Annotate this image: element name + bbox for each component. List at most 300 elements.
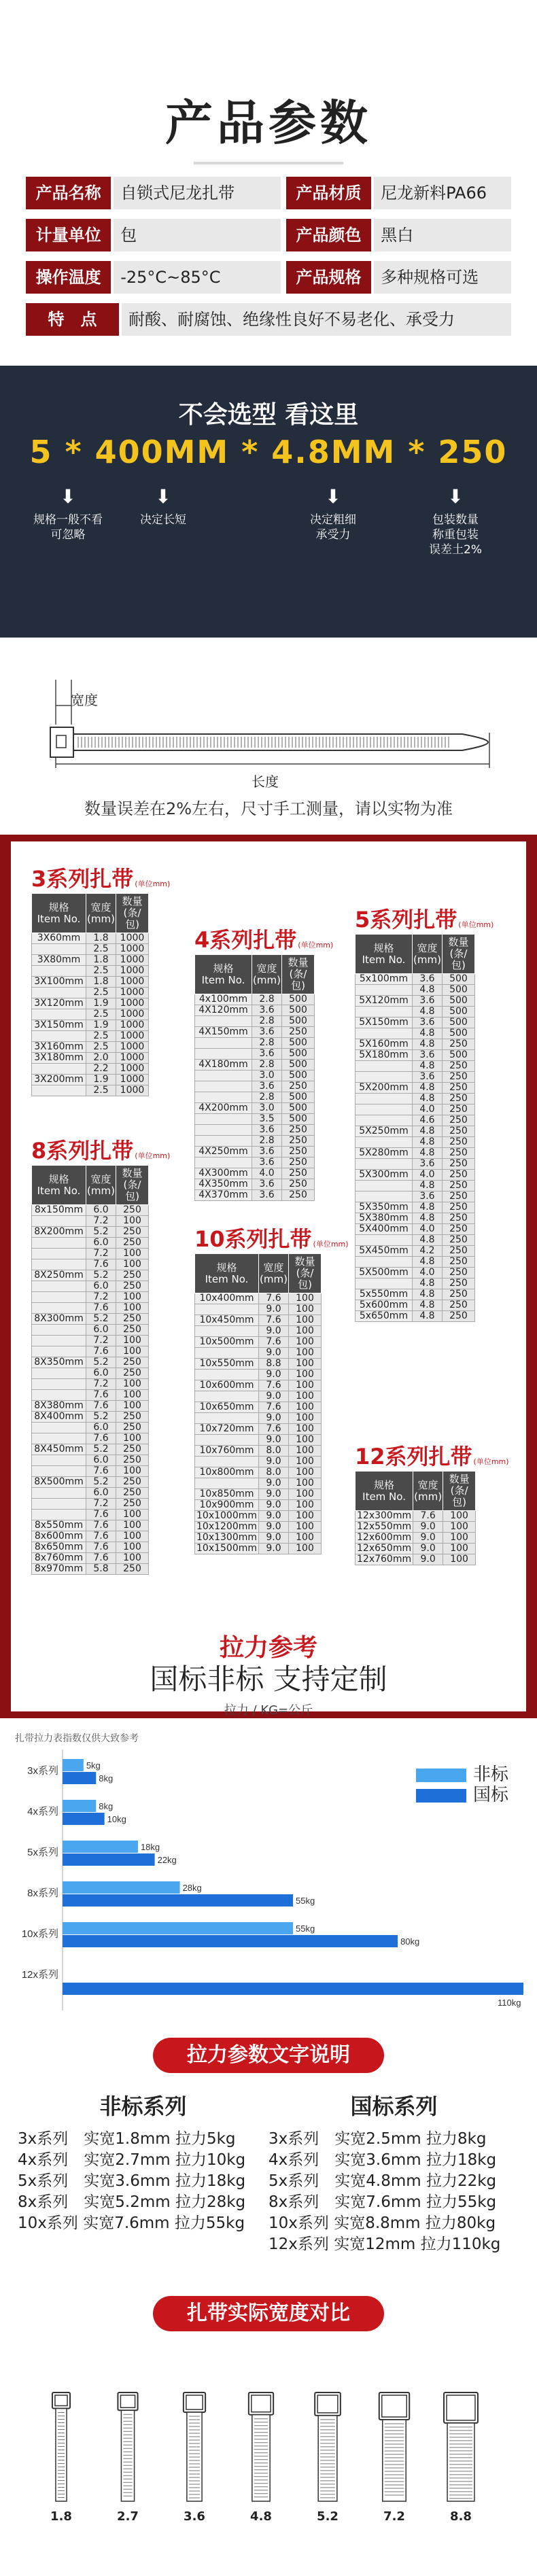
table-row [356,974,475,985]
table-cell: 100 [289,1293,322,1304]
table-cell: 100 [443,1544,476,1554]
table-row [32,1401,149,1412]
table-cell: 3.6 [252,1179,282,1190]
param-label: 产品材质 [286,177,371,209]
table-cell: 1000 [116,1031,149,1042]
table-cell [32,1259,86,1270]
table-cell: 5.2 [86,1444,116,1455]
table-cell: 250 [442,1148,474,1159]
width-item [364,2379,425,2524]
table-cell: 9.0 [259,1413,289,1424]
table-cell [32,1336,86,1346]
force-spec-item: 10x系列 实宽8.8mm 拉力80kg [268,2214,496,2232]
category-label: 3x系列 [27,1765,58,1777]
spec-table-header [356,935,475,974]
table-row [32,1009,149,1020]
table-cell: 100 [116,1303,149,1314]
table-row [356,1181,475,1191]
table-cell: 9.0 [259,1326,289,1337]
table-cell: 250 [282,1190,315,1201]
table-cell: 250 [116,1270,149,1281]
table-cell: 7.6 [86,1531,116,1542]
spec-table-title [31,862,170,893]
table-cell: 4.8 [413,1300,443,1311]
table-row [195,1500,322,1511]
category-label: 5x系列 [27,1847,58,1858]
spec-table-unit: (单位mm) [473,1457,509,1466]
table-cell [32,1499,86,1510]
spec-table [31,1134,170,1575]
table-row [32,1314,149,1325]
table-cell [356,1257,413,1268]
table-cell: 7.6 [259,1315,289,1326]
table-row [195,1413,322,1424]
cable-tie-icon [164,2379,225,2508]
table-cell: 250 [442,1170,474,1181]
table-cell: 4.8 [413,1028,443,1039]
table-cell: 10x500mm [195,1337,259,1348]
table-row [195,1402,322,1413]
table-cell: 4X120mm [195,1005,252,1016]
table-row [195,1370,322,1380]
table-cell [356,1235,413,1246]
table-row [356,1104,475,1115]
table-cell: 8x760mm [32,1553,86,1564]
table-cell: 2.5 [86,1031,116,1042]
width-value: 1.8 [50,2509,72,2524]
table-row [195,1348,322,1359]
table-cell: 100 [289,1533,322,1544]
table-cell [195,1125,252,1136]
cable-tie-icon [430,2379,491,2508]
table-row [32,1368,149,1379]
table-cell: 100 [289,1435,322,1446]
table-cell: 250 [442,1257,474,1268]
table-cell: 100 [443,1511,476,1522]
table-cell: 2.8 [252,1136,282,1147]
table-cell: 250 [116,1205,149,1216]
table-cell: 4X300mm [195,1168,252,1179]
table-cell: 3.6 [252,1081,282,1092]
table-cell: 100 [116,1531,149,1542]
table-cell: 10x760mm [195,1446,259,1457]
table-cell: 250 [282,1158,315,1168]
table-cell: 100 [289,1391,322,1402]
table-cell: 4.8 [413,1137,443,1148]
table-cell: 3.5 [252,1114,282,1125]
table-cell: 250 [116,1499,149,1510]
table-cell: 250 [442,1159,474,1170]
table-cell: 5X200mm [356,1083,413,1094]
table-cell: 9.0 [413,1544,443,1554]
table-cell: 250 [282,1168,315,1179]
spec-table-unit: (单位mm) [135,880,171,888]
table-cell: 9.0 [413,1554,443,1565]
table-cell: 1000 [116,1053,149,1064]
table-cell: 8X450mm [32,1444,86,1455]
guide-note-text: 规格一般不看 可忽略 [33,513,103,542]
table-cell: 8.0 [259,1467,289,1478]
table-cell: 8X200mm [32,1227,86,1238]
spec-table-unit: (单位mm) [458,920,494,929]
table-cell [356,1278,413,1289]
table-row [356,1017,475,1028]
table-cell: 5.2 [86,1357,116,1368]
table-cell [195,1071,252,1081]
table-row [195,1391,322,1402]
table-row [32,1423,149,1433]
table-cell: 6.0 [86,1281,116,1292]
table-row [356,1311,475,1322]
table-row [195,1533,322,1544]
table-cell: 100 [443,1554,476,1565]
table-row [195,1359,322,1370]
table-cell: 5X400mm [356,1224,413,1235]
width-value: 2.7 [117,2509,139,2524]
table-row [356,1246,475,1257]
table-cell: 250 [442,1061,474,1072]
table-cell: 8X400mm [32,1412,86,1423]
table-row [32,1292,149,1303]
table-row [32,1281,149,1292]
table-cell [356,1028,413,1039]
table-cell: 3.6 [413,1072,443,1083]
table-cell: 4.0 [413,1170,443,1181]
table-cell: 1000 [116,1042,149,1053]
table-cell: 9.0 [259,1500,289,1511]
table-cell: 4.8 [413,1213,443,1224]
table-row [32,1031,149,1042]
table-cell: 7.6 [259,1424,289,1435]
table-cell: 100 [289,1522,322,1533]
table-cell: 7.6 [259,1380,289,1391]
table-cell: 250 [442,1039,474,1050]
down-arrow-icon: ⬇ [325,485,341,508]
table-cell: 7.2 [86,1379,116,1390]
table-cell: 3X160mm [32,1042,86,1053]
table-cell: 250 [442,1246,474,1257]
table-cell: 2.8 [252,1060,282,1071]
table-cell: 250 [442,1278,474,1289]
table-cell: 250 [116,1227,149,1238]
width-value: 5.2 [317,2509,339,2524]
table-row [356,1159,475,1170]
table-cell: 500 [442,974,474,985]
table-cell: 250 [116,1281,149,1292]
table-row [356,1126,475,1137]
spec-table [355,903,493,1322]
param-label: 产品规格 [286,261,371,294]
table-cell: 100 [116,1379,149,1390]
table-cell [195,1326,259,1337]
table-cell: 250 [442,1300,474,1311]
table-cell: 500 [282,1092,315,1103]
table-cell: 7.6 [86,1390,116,1401]
spec-table [31,862,170,1096]
table-cell: 5x600mm [356,1300,413,1311]
params-table [0,177,537,336]
bar-value-label: 18kg [140,1842,160,1852]
table-cell: 3.6 [252,1147,282,1158]
table-cell: 500 [282,1016,315,1027]
table-cell: 100 [289,1467,322,1478]
table-cell: 1.8 [86,933,116,944]
table-cell: 5X380mm [356,1213,413,1224]
table-row [32,1064,149,1075]
table-row [32,1238,149,1249]
table-row [195,1304,322,1315]
table-cell: 4.8 [413,1181,443,1191]
force-spec-item: 8x系列 实宽7.6mm 拉力55kg [268,2193,497,2211]
table-cell: 9.0 [259,1478,289,1489]
table-row [195,1081,315,1092]
table-cell: 100 [443,1533,476,1544]
table-cell [32,1368,86,1379]
guide-note [116,485,211,527]
table-cell: 7.6 [86,1433,116,1444]
table-cell [356,1007,413,1017]
column-header: 宽度 (mm) [86,1166,116,1205]
table-row [32,1325,149,1336]
table-row [356,1083,475,1094]
table-cell: 2.8 [252,1016,282,1027]
table-cell: 4.8 [413,1148,443,1159]
table-cell: 5.8 [86,1564,116,1575]
table-row [32,1444,149,1455]
table-cell: 250 [116,1314,149,1325]
table-row [195,1446,322,1457]
table-cell: 1000 [116,1064,149,1075]
table-row [356,1094,475,1104]
nonstandard-list [18,2129,268,2234]
param-label: 产品颜色 [286,219,371,251]
standard-column [268,2089,519,2255]
table-cell: 1.9 [86,1075,116,1085]
table-cell: 500 [442,1050,474,1061]
table-cell: 5.2 [86,1314,116,1325]
table-cell: 7.6 [413,1511,443,1522]
table-cell: 1.8 [86,955,116,966]
table-row [32,1085,149,1096]
table-cell: 1000 [116,1075,149,1085]
table-cell: 100 [116,1346,149,1357]
table-cell: 9.0 [259,1370,289,1380]
table-cell [32,1488,86,1499]
spec-table-title [31,1134,170,1165]
table-row [195,1424,322,1435]
width-value: 8.8 [450,2509,472,2524]
title-underline [194,162,343,164]
table-cell [195,1016,252,1027]
table-cell: 1.9 [86,998,116,1009]
guide-note [408,485,503,557]
table-cell: 500 [282,1049,315,1060]
table-cell: 4.8 [413,985,443,996]
param-value: 黑白 [374,219,511,251]
table-row [195,1125,315,1136]
down-arrow-icon: ⬇ [60,485,76,508]
legend-label: 非标 [473,1764,509,1784]
table-row [32,1531,149,1542]
param-value: 自锁式尼龙扎带 [114,177,281,209]
table-cell: 4.0 [413,1104,443,1115]
param-label: 特 点 [26,303,119,336]
table-cell: 9.0 [259,1304,289,1315]
table-cell: 100 [116,1433,149,1444]
table-cell: 9.0 [259,1435,289,1446]
table-cell: 100 [289,1326,322,1337]
nonstandard-title: 非标系列 [99,2093,187,2119]
table-cell [32,1455,86,1466]
table-cell: 6.0 [86,1238,116,1249]
table-cell: 7.2 [86,1336,116,1346]
table-cell: 4.6 [413,1115,443,1126]
table-cell: 250 [116,1477,149,1488]
width-item [430,2379,491,2524]
spec-table-unit: (单位mm) [313,1240,349,1249]
table-cell: 12x650mm [356,1544,413,1554]
table-cell: 4.8 [413,1235,443,1246]
force-bar [63,1922,293,1934]
table-cell: 12x300mm [356,1511,413,1522]
cable-tie-icon [297,2379,358,2508]
spec-table-title-text: 10系列扎带 [194,1226,312,1252]
spec-table-header [32,894,149,933]
table-cell: 7.2 [86,1249,116,1259]
table-row [32,1357,149,1368]
table-cell: 100 [289,1478,322,1489]
table-row [32,977,149,988]
table-cell: 100 [289,1348,322,1359]
table-cell [32,1238,86,1249]
spec-table-unit: (单位mm) [298,941,334,950]
table-row [356,1511,476,1522]
table-cell: 6.0 [86,1423,116,1433]
table-row [32,1542,149,1553]
param-label: 操作温度 [26,261,111,294]
table-row [32,1553,149,1564]
standard-title: 国标系列 [350,2093,438,2119]
table-row [32,1499,149,1510]
table-cell: 7.6 [86,1303,116,1314]
table-cell [356,985,413,996]
table-cell: 3.6 [252,1049,282,1060]
table-cell: 10x1500mm [195,1544,259,1554]
param-row [26,303,511,336]
table-row [195,1380,322,1391]
param-row [26,219,511,251]
table-cell: 4.8 [413,1039,443,1050]
table-cell: 250 [116,1564,149,1575]
table-cell [32,1303,86,1314]
table-cell: 3X150mm [32,1020,86,1031]
table-cell [32,1216,86,1227]
table-cell: 3.6 [252,1158,282,1168]
table-cell: 4X350mm [195,1179,252,1190]
table-cell: 9.0 [259,1391,289,1402]
table-row [195,1315,322,1326]
table-row [32,1249,149,1259]
width-label: 宽度 [71,692,98,708]
table-cell: 7.6 [86,1553,116,1564]
spec-table-title [355,903,493,934]
table-cell: 8X250mm [32,1270,86,1281]
cable-tie-icon [230,2379,292,2508]
table-cell: 10x1200mm [195,1522,259,1533]
table-cell: 1000 [116,966,149,977]
table-cell: 3X80mm [32,955,86,966]
table-cell: 10x600mm [195,1380,259,1391]
down-arrow-icon: ⬇ [155,485,171,508]
table-cell: 1000 [116,977,149,988]
table-cell: 7.2 [86,1499,116,1510]
table-cell: 5X500mm [356,1268,413,1278]
param-value: 多种规格可选 [374,261,511,294]
table-cell: 8x150mm [32,1205,86,1216]
table-cell: 3.6 [413,1191,443,1202]
table-row [356,1202,475,1213]
table-cell: 250 [442,1137,474,1148]
table-cell: 4.8 [413,1007,443,1017]
table-row [32,1303,149,1314]
table-cell: 5X350mm [356,1202,413,1213]
table-row [195,1038,315,1049]
table-cell [32,1064,86,1075]
table-cell: 100 [289,1304,322,1315]
spec-table-grid [355,1471,476,1565]
param-value: 耐酸、耐腐蚀、绝缘性良好不易老化、承受力 [122,303,511,336]
table-row [356,1257,475,1268]
table-cell: 3.6 [413,1159,443,1170]
selection-guide [0,366,537,638]
table-row [32,1510,149,1520]
table-row [195,1060,315,1071]
table-cell: 4.8 [413,1278,443,1289]
guide-formula: 5 * 400MM * 4.8MM * 250 [29,434,508,470]
table-cell: 100 [116,1336,149,1346]
table-row [32,1020,149,1031]
table-cell: 9.0 [259,1533,289,1544]
table-cell: 7.6 [86,1542,116,1553]
table-cell: 100 [289,1380,322,1391]
table-cell: 9.0 [259,1511,289,1522]
table-row [195,1467,322,1478]
table-cell [195,1136,252,1147]
column-header: 规格 Item No. [32,894,86,933]
table-row [32,955,149,966]
table-row [356,1170,475,1181]
table-cell [356,1191,413,1202]
table-cell: 7.6 [86,1401,116,1412]
table-cell: 12x760mm [356,1554,413,1565]
category-label: 12x系列 [21,1969,58,1981]
table-cell [356,1137,413,1148]
guide-note [20,485,116,542]
table-cell [195,1370,259,1380]
table-cell: 10x900mm [195,1500,259,1511]
table-cell: 250 [442,1213,474,1224]
table-cell [195,1158,252,1168]
table-cell [32,1346,86,1357]
table-cell: 7.6 [86,1346,116,1357]
table-cell: 7.2 [86,1292,116,1303]
force-spec-item: 4x系列 实宽2.7mm 拉力10kg [18,2151,246,2169]
table-cell: 250 [442,1094,474,1104]
table-cell: 2.8 [252,1038,282,1049]
table-row [356,1061,475,1072]
table-cell: 250 [442,1126,474,1137]
column-header: 宽度 (mm) [413,935,443,974]
